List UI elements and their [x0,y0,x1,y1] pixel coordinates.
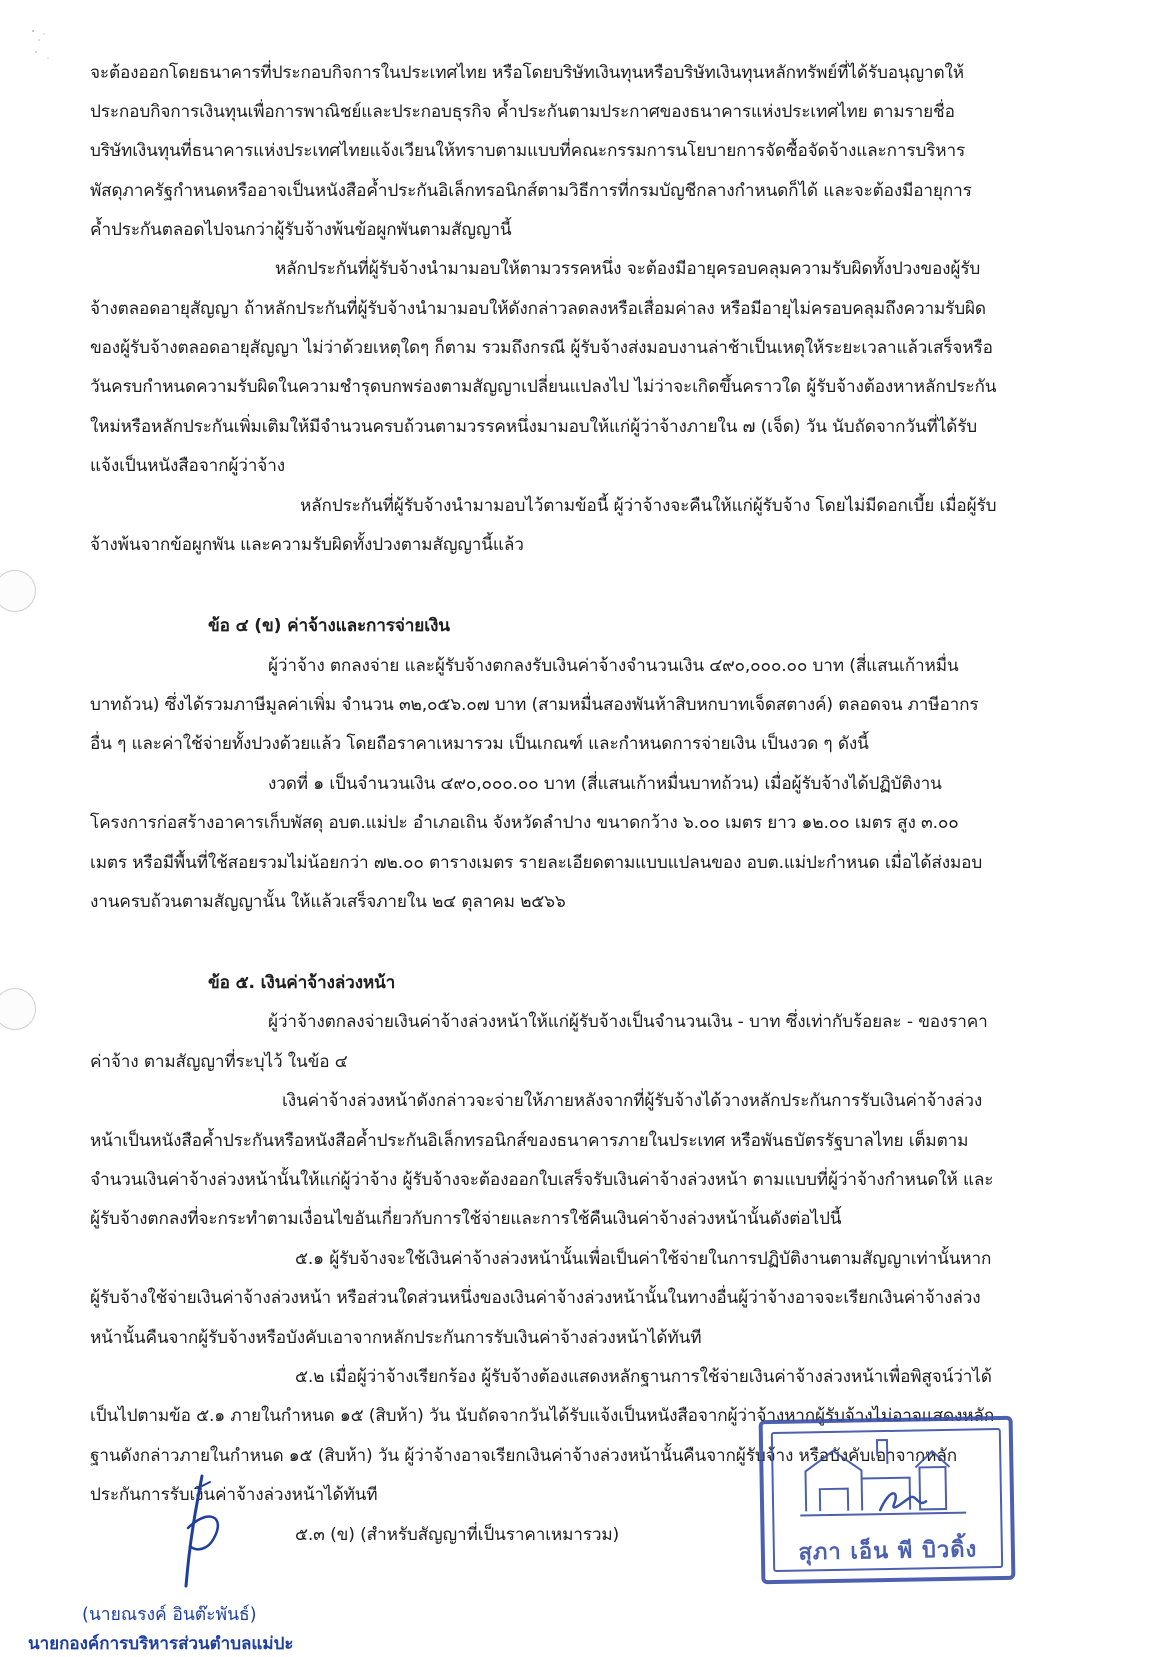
body-line: ใหม่หรือหลักประกันเพิ่มเติมให้มีจำนวนครบถ้วนตามวรรคหนึ่งมามอบให้แก่ผู้ว่าจ้างภายใน ๗ (เจ็ด) วัน นับถัดจากวันที่ได้รับ [90,417,978,437]
handwritten-signature [168,1468,238,1598]
body-line: ๕.๓ (ข) (สำหรับสัญญาที่เป็นราคาเหมารวม) [295,1525,620,1545]
body-line: อื่น ๆ และค่าใช้จ่ายทั้งปวงด้วยแล้ว โดยถือราคาเหมารวม เป็นเกณฑ์ และกำหนดการจ่ายเงิน เป็นงวด ๆ ดังนี้ [90,734,869,754]
body-line: แจ้งเป็นหนังสือจากผู้ว่าจ้าง [90,456,285,476]
body-line: พัสดุภาครัฐกำหนดหรืออาจเป็นหนังสือค้ำประกันอิเล็กทรอนิกส์ตามวิธีการที่กรมบัญชีกลางกำหนดก็ได้ และจะต้องมีอายุการ [90,181,972,201]
body-line: หลักประกันที่ผู้รับจ้างนำมามอบให้ตามวรรคหนึ่ง จะต้องมีอายุครอบคลุมความรับผิดทั้งปวงของผู้รับ [275,259,981,279]
stamp-text: สุภา เอ็น พี บิวดิ้ง [798,1536,978,1566]
body-line: หน้านั้นคืนจากผู้รับจ้างหรือบังคับเอาจากหลักประกันการรับเงินค่าจ้างล่วงหน้าได้ทันที [90,1328,702,1348]
body-line: ผู้รับจ้างใช้จ่ายเงินค่าจ้างล่วงหน้า หรือส่วนใดส่วนหนึ่งของเงินค่าจ้างล่วงหน้านั้นในทางอื่นผู้ว่าจ้างอาจจะเรียกเงินค่าจ้างล่วง [90,1288,981,1308]
body-line: ผู้ว่าจ้างตกลงจ่ายเงินค่าจ้างล่วงหน้าให้แก่ผู้รับจ้างเป็นจำนวนเงิน - บาท ซึ่งเท่ากับร้อยละ - ของราคา [268,1012,988,1032]
body-line: งานครบถ้วนตามสัญญานั้น ให้แล้วเสร็จภายใน ๒๔ ตุลาคม ๒๕๖๖ [90,892,566,912]
body-line: เมตร หรือมีพื้นที่ใช้สอยรวมไม่น้อยกว่า ๗๒.๐๐ ตารางเมตร รายละเอียดตามแบบแปลนของ อบต.แม่ปะกำหนด เมื่อได้ส่งมอบ [90,853,983,873]
body-line: หน้าเป็นหนังสือค้ำประกันหรือหนังสือค้ำประกันอิเล็กทรอนิกส์ของธนาคารภายในประเทศ หรือพันธบัตรรัฐบาลไทย เต็มตาม [90,1131,969,1151]
body-line: เป็นไปตามข้อ ๕.๑ ภายในกำหนด ๑๕ (สิบห้า) วัน นับถัดจากวันได้รับแจ้งเป็นหนังสือจากผู้ว่าจ้างหากผู้รับจ้างไม่อาจแสดงหลัก [90,1406,995,1426]
punch-hole-top [0,570,36,612]
body-line: จ้างตลอดอายุสัญญา ถ้าหลักประกันที่ผู้รับจ้างนำมามอบให้ดังกล่าวลดลงหรือเสื่อมค่าลง หรือมีอายุไม่ครอบคลุมถึงความรับผิด [90,299,986,319]
body-line: จำนวนเงินค่าจ้างล่วงหน้านั้นให้แก่ผู้ว่าจ้าง ผู้รับจ้างจะต้องออกใบเสร็จรับเงินค่าจ้างล่วงหน้า ตามแบบที่ผู้ว่าจ้างกำหนดให้ และ [90,1170,994,1190]
body-line: งวดที่ ๑ เป็นจำนวนเงิน ๔๙๐,๐๐๐.๐๐ บาท (สี่แสนเก้าหมื่นบาทถ้วน) เมื่อผู้รับจ้างได้ปฏิบัติงาน [268,774,942,794]
body-line: ผู้รับจ้างตกลงที่จะกระทำตามเงื่อนไขอันเกี่ยวกับการใช้จ่ายและการใช้คืนเงินค่าจ้างล่วงหน้านั้นดังต่อไปนี้ [90,1209,842,1229]
section-4b-heading: ข้อ ๔ (ข) ค่าจ้างและการจ่ายเงิน [208,616,450,636]
body-line: โครงการก่อสร้างอาคารเก็บพัสดุ อบต.แม่ปะ อำเภอเถิน จังหวัดลำปาง ขนาดกว้าง ๖.๐๐ เมตร ยาว ๑๒.๐๐ เมตร สูง ๓.๐๐ [90,813,959,833]
body-line: บริษัทเงินทุนที่ธนาคารแห่งประเทศไทยแจ้งเวียนให้ทราบตามแบบที่คณะกรรมการนโยบายการจัดซื้อจัดจ้างและการบริหาร [90,141,966,161]
body-line: วันครบกำหนดความรับผิดในความชำรุดบกพร่องตามสัญญาเปลี่ยนแปลงไป ไม่ว่าจะเกิดขึ้นคราวใด ผู้รับจ้างต้องหาหลักประกัน [90,377,997,397]
company-stamp [759,1416,1016,1584]
body-line: จะต้องออกโดยธนาคารที่ประกอบกิจการในประเทศไทย หรือโดยบริษัทเงินทุนหรือบริษัทเงินทุนหลักทรัพย์ที่ได้รับอนุญาตให้ [90,63,964,83]
punch-hole-bottom [0,988,36,1030]
body-line: ของผู้รับจ้างตลอดอายุสัญญา ไม่ว่าด้วยเหตุใดๆ ก็ตาม รวมถึงกรณี ผู้รับจ้างส่งมอบงานล่าช้าเป็นเหตุให้ระยะเวลาแล้วเสร็จหรือ [90,338,993,358]
body-line: ผู้ว่าจ้าง ตกลงจ่าย และผู้รับจ้างตกลงรับเงินค่าจ้างจำนวนเงิน ๔๙๐,๐๐๐.๐๐ บาท (สี่แสนเก้าหมื่น [268,656,959,676]
body-line: จ้างพ้นจากข้อผูกพัน และความรับผิดทั้งปวงตามสัญญานี้แล้ว [90,535,524,555]
section-5-heading: ข้อ ๕. เงินค่าจ้างล่วงหน้า [208,973,396,993]
body-line: ค่าจ้าง ตามสัญญาที่ระบุไว้ ในข้อ ๔ [90,1052,348,1072]
body-line: ค้ำประกันตลอดไปจนกว่าผู้รับจ้างพ้นข้อผูกพันตามสัญญานี้ [90,220,512,240]
scan-specks [30,28,54,72]
signer-name: (นายณรงค์ อินต๊ะพันธ์) [82,1605,257,1625]
body-line: บาทถ้วน) ซึ่งได้รวมภาษีมูลค่าเพิ่ม จำนวน ๓๒,๐๕๖.๐๗ บาท (สามหมื่นสองพันห้าสิบหกบาทเจ็ดสตางค์) ตลอดจน ภาษีอากร [90,695,979,715]
body-line: ๕.๑ ผู้รับจ้างจะใช้เงินค่าจ้างล่วงหน้านั้นเพื่อเป็นค่าใช้จ่ายในการปฏิบัติงานตามสัญญาเท่านั้นหาก [295,1249,992,1269]
signer-title: นายกองค์การบริหารส่วนตำบลแม่ปะ [28,1634,294,1654]
body-line: ประกอบกิจการเงินทุนเพื่อการพาณิชย์และประกอบธุรกิจ ค้ำประกันตามประกาศของธนาคารแห่งประเทศไทย ตามรายชื่อ [90,102,955,122]
body-line: เงินค่าจ้างล่วงหน้าดังกล่าวจะจ่ายให้ภายหลังจากที่ผู้รับจ้างได้วางหลักประกันการรับเงินค่าจ้างล่วง [282,1091,983,1111]
body-line: ประกันการรับเงินค่าจ้างล่วงหน้าได้ทันที [90,1485,378,1505]
body-line: ๕.๒ เมื่อผู้ว่าจ้างเรียกร้อง ผู้รับจ้างต้องแสดงหลักฐานการใช้จ่ายเงินค่าจ้างล่วงหน้าเพื่อพิสูจน์ว่าได้ [295,1367,992,1387]
body-line: หลักประกันที่ผู้รับจ้างนำมามอบไว้ตามข้อนี้ ผู้ว่าจ้างจะคืนให้แก่ผู้รับจ้าง โดยไม่มีดอกเบี้ย เมื่อผู้รับ [300,496,997,516]
body-line: ฐานดังกล่าวภายในกำหนด ๑๕ (สิบห้า) วัน ผู้ว่าจ้างอาจเรียกเงินค่าจ้างล่วงหน้านั้นคืนจากผู้รับจ้าง หรือบังคับเอาจากหลัก [90,1446,957,1466]
